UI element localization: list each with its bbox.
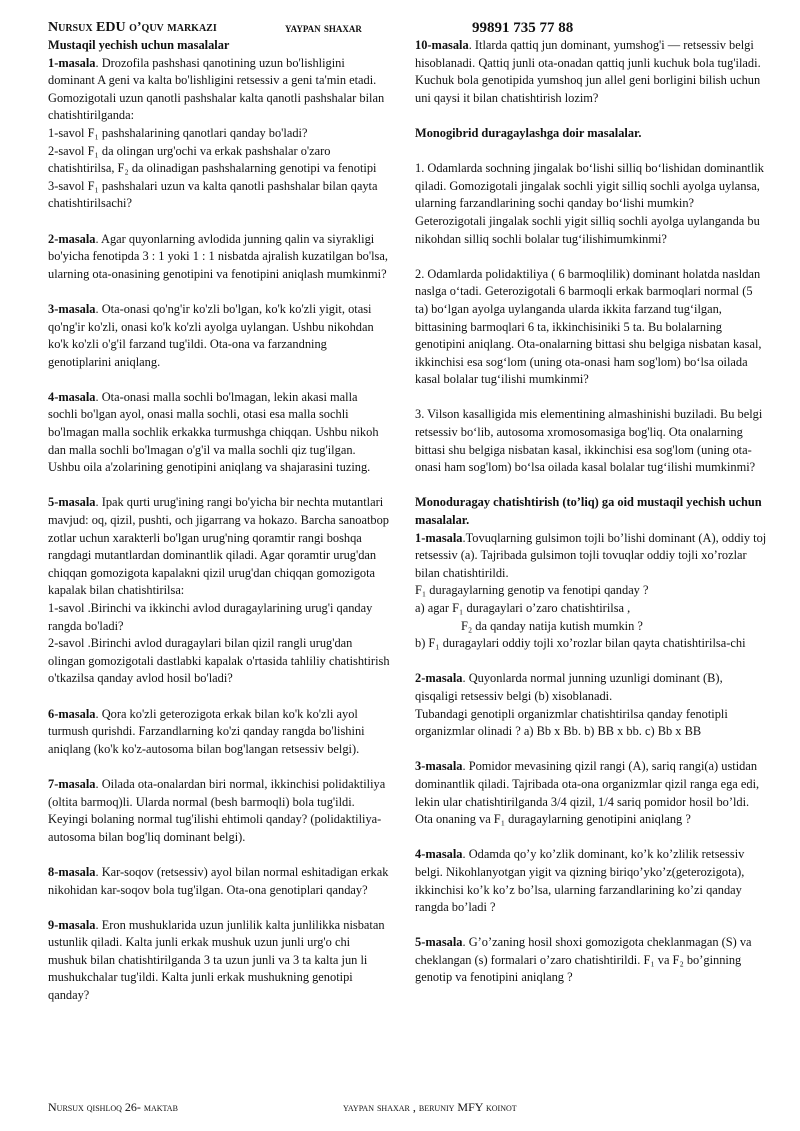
problem-label: 7-masala xyxy=(48,776,96,791)
monogibrid-item-3: 3. Vilson kasalligida mis elementining almashinishi buziladi. Bu belgi retsessiv bo‘lib, autosoma xromosomasiga bog'liq. Ota onalarning bittasi shu belgiga nisbatan kasal, ikkinchisi esa sog'lom (uning ota-onasi ham sog'lom) bo‘lsa oilada kasal bolalar tug‘ilishi mumkinmi? xyxy=(415,407,763,475)
question-line: 1-savol F₁ pashshalarining qanotlari qanday bo'ladi? xyxy=(48,125,308,140)
footer-school: Nursux qishloq 26- maktab xyxy=(48,1100,178,1114)
problem-10 xyxy=(415,37,767,107)
problem-text: .Tovuqlarning gulsimon tojli bo’lishi dominant (A), oddiy toj retsessiv (a). Tajribada gulsimon tojli tovuqlar oddiy tojli xo’rozlar bilan chatishtirildi. xyxy=(415,530,767,580)
problem-6 xyxy=(48,706,390,759)
problem-9 xyxy=(48,917,390,1005)
problem-list xyxy=(48,55,390,1005)
question-line: Tubandagi genotipli organizmlar chatishtirilsa qanday fenotipli organizmlar olinadi ? a) Bb x Bb. b) BB x bb. c) Bb x BB xyxy=(415,706,728,739)
problem-label: 6-masala xyxy=(48,706,96,721)
section-title: Mustaqil yechish uchun masalalar xyxy=(48,38,230,52)
question-line: 1-savol .Birinchi va ikkinchi avlod duragaylarining urug'i qanday rangda bo'ladi? xyxy=(48,601,373,633)
problem-text: . G’o’zaning hosil shoxi gomozigota cheklanmagan (S) va cheklangan (s) formalari o’zaro chatishtirildi. F₁ va F₂ bo’ginning genotip va fenotipini aniqlang ? xyxy=(415,935,752,985)
monoduragay-problem-2 xyxy=(415,670,767,740)
problem-8 xyxy=(48,864,390,899)
problem-text: . Odamda qo’y ko’zlik dominant, ko’k ko’zlilik retsessiv belgi. Nikohlanyotgan yigit va qizning biriqo’yko’z(geterozigota), ikkinchisi ko’k ko’z bo’lsa, ularning farzandlarining ko’zi qanday rangda bo’ladi ? xyxy=(415,847,745,915)
section-title-monogibrid: Monogibrid duragaylashga doir masalalar. xyxy=(415,125,642,140)
problem-text: . Agar quyonlarning avlodida junning qalin va siyrakligi bo'yicha fenotipda 3 : 1 yoki 1 : 1 nisbatda ajralish kuzatilgan bo'lsa, ularning ota-onasining genotipini va fenotipini aniqlash mumkinmi? xyxy=(48,231,388,281)
problem-text: . Kar-soqov (retsessiv) ayol bilan normal eshitadigan erkak nikohidan kar-soqov bola tug'ilgan. Ota-ona genotiplari qanday? xyxy=(48,864,389,897)
header-author: yaypan shaxar xyxy=(285,20,362,35)
problem-text: . Pomidor mevasining qizil rangi (A), sariq rangi(a) ustidan dominantlik qiladi. Tajribada ota-ona organizmlar qizil ranga ega edi, lekin ular chatishtirilganda 3/4 qizil, 1/4 sariq pomidor hosil bo’ldi. Ota onaning va F₁ duragaylarning genotipini aniqlang ? xyxy=(415,759,760,827)
monogibrid-item-1: 1. Odamlarda sochning jingalak bo‘lishi silliq bo‘lishidan dominantlik qiladi. Gomozigotali jingalak sochli yigit silliq sochli ayolga uylansa, ularning farzandlarining sochi qanday bo‘lishi mumkin? Geterozigotali jingalak sochli yigit silliq sochli ayolga uylanganda bu nikohdan silliq sochli bolalar tug‘ilishimumkinmi? xyxy=(415,161,764,246)
monoduragay-problem-3 xyxy=(415,758,767,828)
problem-5 xyxy=(48,494,390,688)
problem-label: 3-masala xyxy=(48,301,96,316)
question-line: F₁ duragaylarning genotip va fenotipi qanday ? xyxy=(415,583,649,598)
question-line: 3-savol F₁ pashshalari uzun va kalta qanotli pashshalar bilan qayta chatishtirilsachi? xyxy=(48,178,378,211)
problem-2 xyxy=(48,231,390,284)
problem-label: 2-masala xyxy=(48,231,96,246)
footer-address: yaypan shaxar , beruniy MFY koinot xyxy=(343,1100,517,1114)
problem-text: . Oilada ota-onalardan biri normal, ikkinchisi polidaktiliya (oltita barmoq)li. Ularda normal (besh barmoqli) bola tug'ildi. Keyingi bolaning normal tug'ilishi ehtimoli qanday? (polidaktiliya-autosoma bilan bog'liq dominant belgi). xyxy=(48,776,386,844)
left-column xyxy=(48,37,390,1087)
problem-text: . Itlarda qattiq jun dominant, yumshog'i — retsessiv belgi hisoblanadi. Qattiq junli ota-onadan qattiq junli kuchuk bola tug'iladi. Kuchuk bola genotipida yumshoq jun allel geni borligini bilish uchun uni qaysi it bilan chatishtirish lozim? xyxy=(415,38,761,105)
problem-label: 10-masala xyxy=(415,38,469,52)
problem-label: 9-masala xyxy=(48,917,96,932)
question-line: 2-savol .Birinchi avlod duragaylari bilan qizil rangli urug'dan olingan gomozigotali dastlabki kapalak o'rtasida tahliliy chatishtirish o'tkazilsa qanday avlod hosil bo'ladi? xyxy=(48,636,390,686)
monoduragay-problem-4 xyxy=(415,846,767,916)
problem-7 xyxy=(48,776,390,846)
problem-label: 2-masala xyxy=(415,671,463,686)
problem-label: 5-masala xyxy=(415,935,463,950)
problem-3 xyxy=(48,301,390,371)
problem-text: . Eron mushuklarida uzun junlilik kalta junlilikka nisbatan ustunlik qiladi. Kalta junli erkak mushuk uzun junli urg'o chi mushuk bilan chatishtirilganda 3 ta uzun junli va 3 ta kalta jun li mushukchalar tug'ildi. Kalta junli erkak mushukning genotipi qanday? xyxy=(48,917,385,1003)
right-column xyxy=(415,37,767,1087)
monoduragay-problem-5 xyxy=(415,934,767,987)
question-line: 2-savol F₁ da olingan urg'ochi va erkak pashshalar o'zaro chatishtirilsa, F₂ da olinadigan pashshalarning genotipi va fenotipi xyxy=(48,143,377,176)
problem-1 xyxy=(48,55,390,213)
problem-4 xyxy=(48,389,390,477)
problem-text: . Drozofila pashshasi qanotining uzun bo'lishligini dominant A geni va kalta bo'lishligini retsessiv a geni ta'min etadi. Gomozigotali uzun qanotli pashshalar kalta qanotli pashshalar bilan chatishtirilganda: xyxy=(48,55,385,123)
monoduragay-problem-1 xyxy=(415,530,767,653)
problem-label: 4-masala xyxy=(48,389,96,404)
page-header xyxy=(48,20,770,38)
section-title-monoduragay: Monoduragay chatishtirish (to’liq) ga oid mustaqil yechish uchun masalalar. xyxy=(415,495,762,528)
problem-label: 3-masala xyxy=(415,759,463,774)
problem-text: . Ota-onasi qo'ng'ir ko'zli bo'lgan, ko'k ko'zli yigit, otasi qo'ng'ir ko'zli, onasi ko'k ko'zli ayolga uylangan. Ushbu nikohdan ko'k ko'zli o'g'il farzand tug'ildi. Ota-ona va farzandning genotiplarini aniqlang. xyxy=(48,301,374,369)
problem-text: . Quyonlarda normal junning uzunligi dominant (B), qisqaligi retsessiv belgi (b) xisoblanadi. xyxy=(415,671,723,703)
phone-number: 99891 735 77 88 xyxy=(472,20,574,36)
problem-label: 1-masala xyxy=(48,55,96,70)
monogibrid-item-2: 2. Odamlarda polidaktiliya ( 6 barmoqlilik) dominant holatda nasldan naslga o‘tadi. Geterozigotali 6 barmoqli erkak barmoqlari normal (5 ta) bo‘lgan ayolga uylanganda ularda ikkita farzand tug‘ilgan, bittasining barmoqlari 6 ta, ikkinchisiniki 5 ta. Bu bolalarning genotipini aniqlang. Ota-onalarning bittasi shu belgiga nisbatan kasal, ikkinchisi esa sog‘lom (uning ota-onasi ham sog'lom) bo‘lsa oilada kasal bolalar tug‘ilishi mumkinmi? xyxy=(415,266,762,387)
problem-label: 4-masala xyxy=(415,847,463,862)
school-name: Nursux EDU o’quv markazi xyxy=(48,20,217,35)
question-line: F₂ da qanday natija kutish mumkin ? xyxy=(461,618,643,633)
problem-text: . Ota-onasi malla sochli bo'lmagan, lekin akasi malla sochli bo'lgan ayol, onasi malla sochli, otasi esa malla sochli bo'lmagan malla sochlik erkakka turmushga chiqqan. Ushbu nikoh dan malla sochli bo'lmagan o'g'il va malla sochli qiz tug'ilgan. Ushbu oila a'zolarining genotipini aniqlang va shajarasini tuzing. xyxy=(48,389,379,475)
problem-label: 1-masala xyxy=(415,530,463,545)
page-footer xyxy=(48,1100,770,1118)
problem-text: . Qora ko'zli geterozigota erkak bilan ko'k ko'zli ayol turmush qurishdi. Farzandlarning ko'zi qanday rangda bo'lishini aniqlang (ko'k ko'z-autosoma bilan bog'langan retsessiv belgi). xyxy=(48,706,365,756)
problem-label: 5-masala xyxy=(48,495,96,510)
problem-label: 8-masala xyxy=(48,864,96,879)
question-line: b) F₁ duragaylari oddiy tojli xo’rozlar bilan qayta chatishtirilsa-chi xyxy=(415,636,746,651)
problem-text: . Ipak qurti urug'ining rangi bo'yicha bir nechta mutantlari mavjud: oq, qizil, pushti, och jigarrang va hokazo. Barcha sanoatbop zotlar uchun xarakterli bo'lgan urug'ning qoramtir rangi boshqa rangdagi mutantlardan dominantlik qiladi. Agar qoramtir urug'dan chiqqan gomozigota kapalakni qizil urug'dan chiqqan gomozigota kapalak bilan chatishtirilsa: xyxy=(48,495,389,598)
question-line: a) agar F₁ duragaylari o’zaro chatishtirilsa , xyxy=(415,601,631,615)
